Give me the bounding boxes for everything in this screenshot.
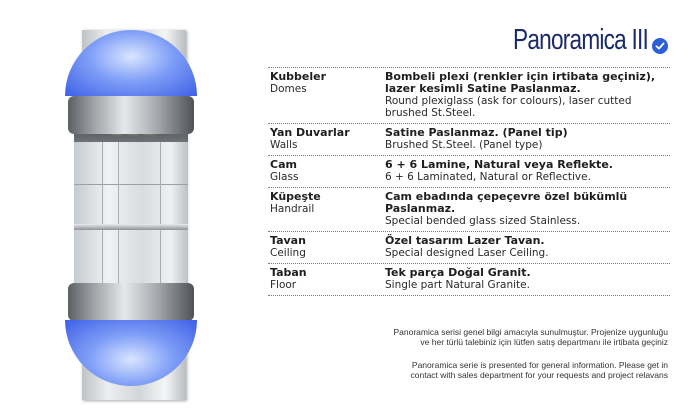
spec-label bbox=[270, 127, 382, 151]
spec-label-tr: Taban bbox=[270, 266, 307, 279]
handrail bbox=[74, 224, 188, 230]
spec-label-en: Walls bbox=[270, 139, 298, 151]
spec-value bbox=[385, 264, 670, 295]
specification-table bbox=[268, 67, 670, 296]
spec-label bbox=[270, 191, 382, 215]
spec-label bbox=[270, 71, 382, 95]
spec-value-tr: 6 + 6 Lamine, Natural veya Reflekte. bbox=[385, 158, 613, 171]
checkmark-icon bbox=[652, 38, 668, 54]
spec-row-floor bbox=[268, 263, 670, 296]
spec-label-tr: Yan Duvarlar bbox=[270, 126, 350, 139]
spec-row-handrail bbox=[268, 187, 670, 231]
spec-label-tr: Cam bbox=[270, 158, 297, 171]
disclaimer-tr-line: ve her türlü talebiniz için lütfen satış departmanı ile irtibata geçiniz bbox=[420, 337, 668, 347]
spec-label-en: Handrail bbox=[270, 203, 315, 215]
spec-label bbox=[270, 235, 382, 259]
spec-value-tr: Cam ebadında çepeçevre özel bükümlü Paslanmaz. bbox=[385, 190, 628, 215]
glass-divider bbox=[74, 184, 188, 185]
spec-value-en: Special designed Laser Ceiling. bbox=[385, 247, 549, 259]
spec-value bbox=[385, 188, 670, 231]
glass-walls bbox=[74, 142, 188, 284]
bottom-steel-band bbox=[68, 283, 194, 321]
glass-panel-edge bbox=[102, 142, 103, 284]
top-steel-band bbox=[68, 96, 194, 134]
spec-label-tr: Kubbeler bbox=[270, 70, 327, 83]
spec-label-en: Ceiling bbox=[270, 247, 306, 259]
spec-row-ceiling bbox=[268, 231, 670, 263]
spec-value-en: Single part Natural Granite. bbox=[385, 279, 530, 291]
spec-value-tr: Bombeli plexi (renkler için irtibata geçiniz), lazer kesimli Satine Paslanmaz. bbox=[385, 70, 656, 95]
spec-value bbox=[385, 232, 670, 263]
spec-value bbox=[385, 124, 670, 155]
disclaimer-en-line: contact with sales department for your requests and project relavans bbox=[410, 370, 668, 380]
elevator-cabin-illustration bbox=[0, 0, 250, 410]
spec-value-tr: Özel tasarım Lazer Tavan. bbox=[385, 234, 545, 247]
spec-label-en: Glass bbox=[270, 171, 299, 183]
spec-value-en: Special bended glass sized Stainless. bbox=[385, 215, 581, 227]
spec-row-glass bbox=[268, 155, 670, 187]
spec-label bbox=[270, 159, 382, 183]
spec-label-tr: Küpeşte bbox=[270, 190, 321, 203]
disclaimer-en bbox=[338, 360, 668, 380]
disclaimer-tr-line: Panoramica serisi genel bilgi amacıyla sunulmuştur. Projenize uygunluğu bbox=[393, 327, 668, 337]
spec-value bbox=[385, 156, 670, 187]
spec-value bbox=[385, 68, 670, 123]
spec-row-walls bbox=[268, 123, 670, 155]
product-title: Panoramica III bbox=[513, 24, 648, 56]
disclaimer-tr bbox=[338, 327, 668, 347]
disclaimer-en-line: Panoramica serie is presented for general information. Please get in bbox=[411, 360, 668, 370]
spec-value-en: Brushed St.Steel. (Panel type) bbox=[385, 139, 543, 151]
spec-value-tr: Tek parça Doğal Granit. bbox=[385, 266, 531, 279]
spec-row-domes bbox=[268, 67, 670, 123]
spec-value-tr: Satine Paslanmaz. (Panel tip) bbox=[385, 126, 568, 139]
spec-label-tr: Tavan bbox=[270, 234, 306, 247]
spec-value-en: Round plexiglass (ask for colours), laser cutted brushed St.Steel. bbox=[385, 95, 632, 119]
glass-panel-edge bbox=[118, 142, 119, 284]
spec-label-en: Domes bbox=[270, 83, 307, 95]
glass-panel-edge bbox=[160, 142, 161, 284]
spec-label-en: Floor bbox=[270, 279, 297, 291]
spec-label bbox=[270, 267, 382, 291]
spec-value-en: 6 + 6 Laminated, Natural or Reflective. bbox=[385, 171, 591, 183]
